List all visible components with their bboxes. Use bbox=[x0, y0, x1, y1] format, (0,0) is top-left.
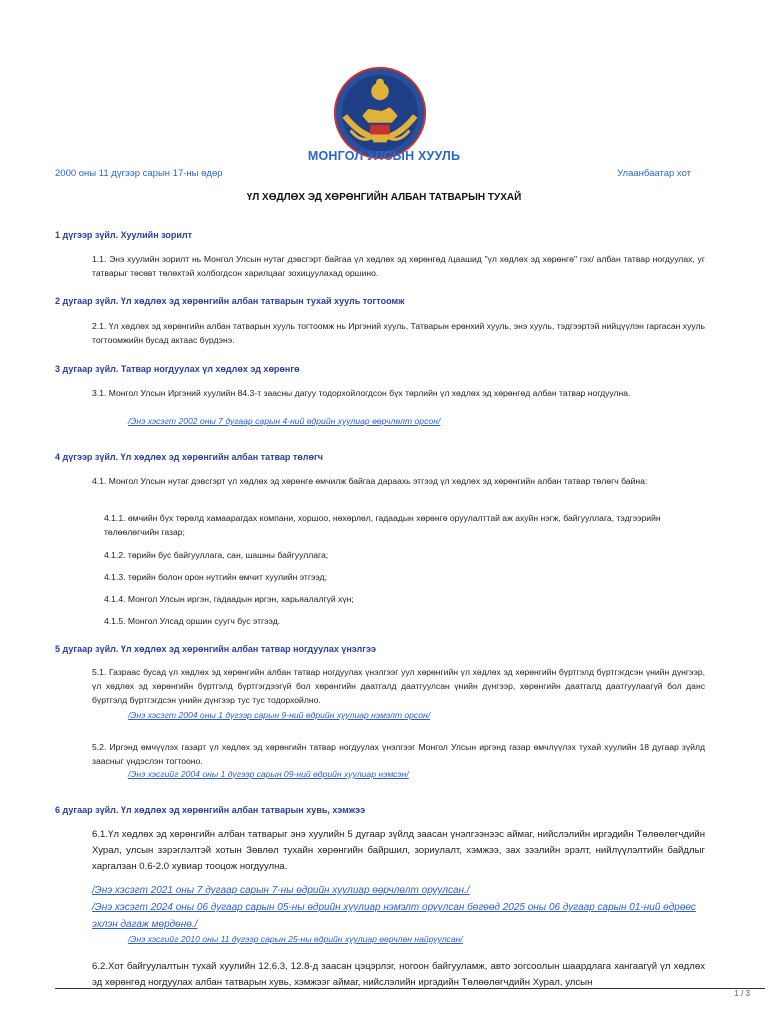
article-4-item-4: 4.1.4. Монгол Улсын иргэн, гадаадын иргэн, харьяалалгүй хүн; bbox=[104, 594, 354, 604]
state-emblem-icon bbox=[331, 62, 429, 160]
law-title: ҮЛ ХӨДЛӨХ ЭД ХӨРӨНГИЙН АЛБАН ТАТВАРЫН ТУХАЙ bbox=[246, 192, 522, 203]
article-1-heading: 1 дүгээр зүйл. Хуулийн зорилт bbox=[55, 230, 193, 240]
article-4-item-1: 4.1.1. өмчийн бүх төрөлд хамаарагдах компани, хоршоо, нөхөрлөл, гадаадын хөрөнгө оруулалттай аж ахуйн нэгж, байгууллага, тэдгээрийн төлөөлөгчийн газар; bbox=[104, 513, 661, 537]
article-5-heading: 5 дугаар зүйл. Үл хөдлөх эд хөрөнгийн албан татвар ногдуулах үнэлгээ bbox=[55, 644, 376, 654]
article-3-paragraph-1: 3.1. Монгол Улсын Иргэний хуулийн 84.3-т заасны дагуу тодорхойлогдсон бүх төрлийн үл хөдлөх эд хөрөнгөд албан татвар ногдуулна. bbox=[92, 388, 631, 398]
article-3-amendment-link[interactable]: /Энэ хэсэгт 2002 оны 7 дугаар сарын 4-ний өдрийн хуулиар өөрчлөлт орсон/ bbox=[128, 416, 441, 426]
article-4-item-3: 4.1.3. төрийн болон орон нутгийн өмчит хуулийн этгээд; bbox=[104, 572, 327, 582]
page-number: 1 / 3 bbox=[734, 989, 750, 998]
document-title: МОНГОЛ УЛСЫН ХУУЛЬ bbox=[307, 149, 461, 163]
article-5-amendment-1-link[interactable]: /Энэ хэсэгт 2004 оны 1 дүгээр сарын 9-ний өдрийн хуулиар нэмэлт орсон/ bbox=[128, 710, 431, 720]
article-4-paragraph-1: 4.1. Монгол Улсын нутаг дэвсгэрт үл хөдлөх эд хөрөнгө өмчилж байгаа дараахь этгээд үл хөдлөх эд хөрөнгийн албан татвар төлөгч байна: bbox=[92, 476, 648, 486]
law-place: Улаанбаатар хот bbox=[617, 168, 691, 179]
article-2-paragraph-1: 2.1. Үл хөдлөх эд хөрөнгийн албан татварын хууль тогтоомж нь Иргэний хууль, Татварын ерөнхий хууль, энэ хууль, тэдгээртэй нийцүүлэн гаргасан хууль тогтоомжийн бусад актаас бүрдэнэ. bbox=[92, 321, 705, 345]
article-6-paragraph-2: 6.2.Хот байгуулалтын тухай хуулийн 12.6.3, 12.8-д заасан цэцэрлэг, ногоон байгууламж, авто зогсоолын шаардлага хангаагүй үл хөдлөх эд хөрөнгөд ногдуулах албан татварын хувь, хэмжээг аймаг, нийслэлийн иргэдийн Төлөөлөгчдийн Хурал, улсын bbox=[92, 961, 705, 987]
article-4-item-5: 4.1.5. Монгол Улсад оршин суугч бус этгээд. bbox=[104, 616, 281, 626]
law-date: 2000 оны 11 дүгээр сарын 17-ны өдөр bbox=[55, 168, 223, 179]
article-6-amendment-1-link[interactable]: /Энэ хэсэгт 2021 оны 7 дугаар сарын 7-ны өдрийн хуулиар өөрчлөлт оруулсан./ bbox=[92, 885, 470, 896]
article-4-item-2: 4.1.2. төрийн бус байгууллага, сан, шашны байгууллага; bbox=[104, 550, 329, 560]
article-6-heading: 6 дугаар зүйл. Үл хөдлөх эд хөрөнгийн албан татварын хувь, хэмжээ bbox=[55, 805, 366, 815]
article-6-amendment-2-link[interactable]: /Энэ хэсэгт 2024 оны 06 дугаар сарын 05-ны өдрийн хуулиар нэмэлт оруулсан бөгөөд 2025 оны 06 дугаар сарын 01-ний өдрөөс эхлэн дагаж мөрдөнө./ bbox=[92, 902, 696, 930]
article-6-amendment-3-link[interactable]: /Энэ хэсгийг 2010 оны 11 дүгээр сарын 25-ны өдрийн хуулиар өөрчлөн найруулсан/ bbox=[128, 934, 463, 944]
article-6-paragraph-1: 6.1.Үл хөдлөх эд хөрөнгийн албан татварыг энэ хуулийн 5 дугаар зүйлд заасан үнэлгээнээс аймаг, нийслэлийн иргэдийн Төлөөлөгчдийн Хурал, улсын зэрэглэлтэй хотын Зөвлөл тухайн хөрөнгийн байршил, зориулалт, хэмжээ, зах зээлийн эрэлт, нийлүүлэлтийн байдлыг харгалзан 0.6-2.0 хувиар тооцож ногдуулна. bbox=[92, 829, 705, 872]
article-5-paragraph-1: 5.1. Газраас бусад үл хөдлөх эд хөрөнгийн албан татвар ногдуулах үнэлгээг уул хөрөнгийн үл хөдлөх эд хөрөнгийн бүртгэлд бүртгэгдсэн үнийн дүнгээр, үл хөдлөх эд хөрөнгийн бүртгэлд бүртгэгдээгүй бол хөрөнгийн даатгалд даатгуулсан үнийн дүнгээр, хөрөнгийн даатгалд даатгуулаагүй бол данс бүртгэлд бүртгэгдсэн үнийн дүнгээр тус тус тодорхойлно. bbox=[92, 667, 705, 705]
article-5-amendment-2-link[interactable]: /Энэ хэсгийг 2004 оны 1 дүгээр сарын 09-ний өдрийн хуулиар нэмсэн/ bbox=[128, 769, 409, 779]
page-divider bbox=[55, 988, 765, 989]
article-5-paragraph-2: 5.2. Иргэнд өмчүүлэх газарт үл хөдлөх эд хөрөнгийн татвар ногдуулах үнэлгээг Монгол Улсын иргэнд газар өмчлүүлэх тухай хуулийн 18 дугаар зүйлд заасныг үндэслэн тогтооно. bbox=[92, 742, 705, 766]
article-2-heading: 2 дугаар зүйл. Үл хөдлөх эд хөрөнгийн албан татварын тухай хууль тогтоомж bbox=[55, 296, 405, 306]
article-1-paragraph-1: 1.1. Энэ хуулийн зорилт нь Монгол Улсын нутаг дэвсгэрт байгаа үл хөдлөх эд хөрөнгөд /цаашид "үл хөдлөх эд хөрөнгө" гэх/ албан татвар ногдуулах, уг татварыг төсөвт төлөхтэй холбогдсон харилцааг зохицуулахад оршино. bbox=[92, 254, 705, 278]
article-4-heading: 4 дүгээр зүйл. Үл хөдлөх эд хөрөнгийн албан татвар төлөгч bbox=[55, 452, 323, 462]
article-3-heading: 3 дугаар зүйл. Татвар ногдуулах үл хөдлөх эд хөрөнгө bbox=[55, 364, 300, 374]
